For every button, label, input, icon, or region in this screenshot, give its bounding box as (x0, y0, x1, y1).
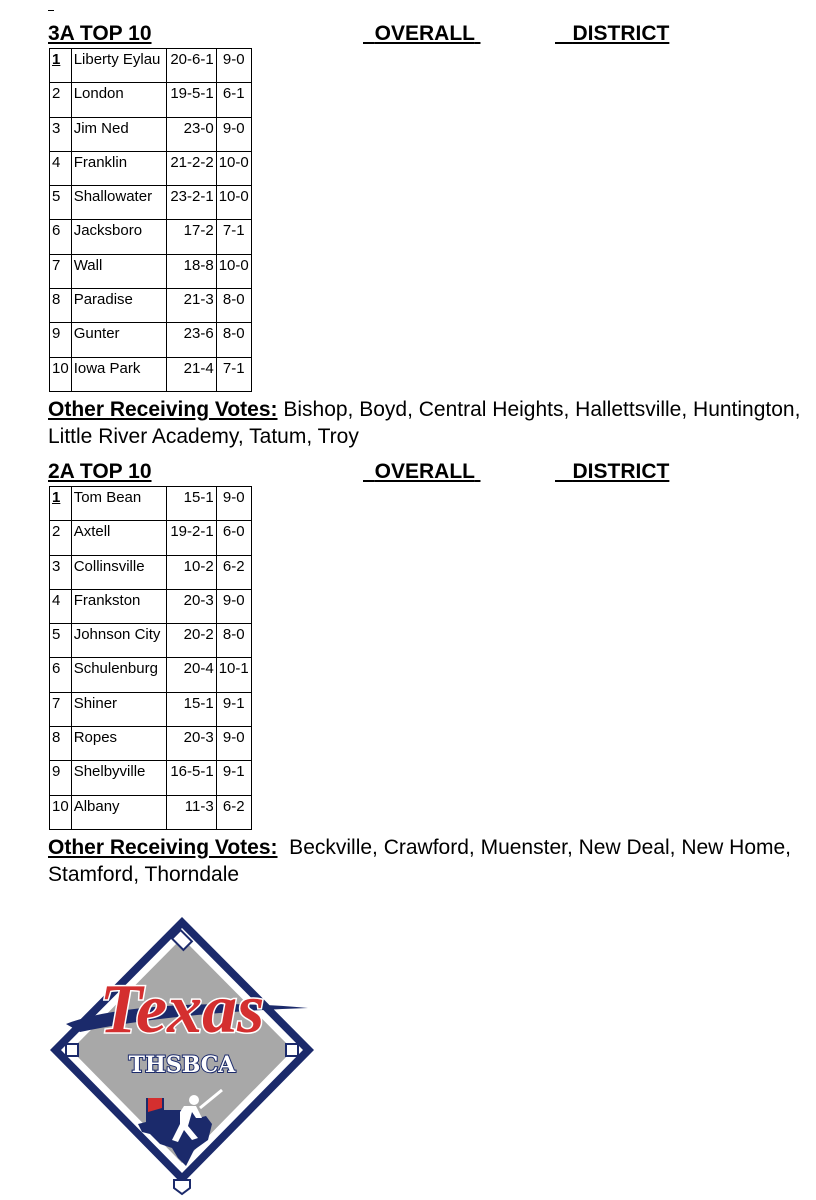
overall-record-cell: 15-1 (166, 692, 216, 726)
rank-cell: 8 (50, 727, 72, 761)
overall-record-cell: 20-4 (166, 658, 216, 692)
section-title: 3A TOP 10 (48, 22, 152, 45)
overall-record-cell: 21-4 (166, 357, 216, 391)
district-record-cell: 8-0 (216, 289, 251, 323)
orv-label: Other Receiving Votes: (48, 835, 278, 859)
other-receiving-votes (48, 396, 808, 450)
rank-cell: 3 (50, 555, 72, 589)
team-cell: Collinsville (71, 555, 166, 589)
district-record-cell: 8-0 (216, 323, 251, 357)
rank-cell: 9 (50, 323, 72, 357)
rank-cell: 4 (50, 589, 72, 623)
table-row (50, 220, 252, 254)
table-row (50, 761, 252, 795)
team-cell: Tom Bean (71, 487, 166, 521)
district-label-text: DISTRICT (572, 22, 670, 45)
logo-subtext: THSBCA (128, 1052, 236, 1078)
orv-teams: Bishop, Boyd, Central Heights, Hallettsville, Huntington, Little River Academy, Tatum, Troy (48, 397, 807, 448)
district-record-cell: 6-2 (216, 795, 251, 829)
overall-record-cell: 23-6 (166, 323, 216, 357)
team-cell: Ropes (71, 727, 166, 761)
home-plate-icon (174, 1180, 190, 1194)
rank-cell: 5 (50, 186, 72, 220)
team-cell: London (71, 83, 166, 117)
rank-cell: 3 (50, 117, 72, 151)
overall-record-cell: 19-2-1 (166, 521, 216, 555)
team-cell: Wall (71, 254, 166, 288)
district-record-cell: 9-0 (216, 487, 251, 521)
team-cell: Shiner (71, 692, 166, 726)
table-row (50, 521, 252, 555)
overall-record-cell: 18-8 (166, 254, 216, 288)
overall-record-cell: 23-0 (166, 117, 216, 151)
rank-cell: 1 (50, 49, 72, 83)
overall-label-text: OVERALL (374, 460, 475, 483)
team-cell: Liberty Eylau (71, 49, 166, 83)
district-record-cell: 9-0 (216, 727, 251, 761)
team-cell: Albany (71, 795, 166, 829)
district-record-cell: 9-0 (216, 49, 251, 83)
thsbca-texas-logo (46, 912, 318, 1197)
overall-label-text: OVERALL (374, 22, 475, 45)
table-row (50, 151, 252, 185)
table-row (50, 795, 252, 829)
table-row (50, 49, 252, 83)
first-base-icon (286, 1044, 298, 1056)
orv-teams: Beckville, Crawford, Muenster, New Deal, New Home, Stamford, Thorndale (48, 835, 797, 886)
rank-cell: 8 (50, 289, 72, 323)
team-cell: Schulenburg (71, 658, 166, 692)
table-row (50, 357, 252, 391)
rank-cell: 7 (50, 692, 72, 726)
rank-cell: 6 (50, 658, 72, 692)
overall-record-cell: 20-3 (166, 589, 216, 623)
overall-record-cell: 19-5-1 (166, 83, 216, 117)
orv-label: Other Receiving Votes: (48, 397, 278, 421)
table-row (50, 117, 252, 151)
table-row (50, 487, 252, 521)
team-cell: Johnson City (71, 624, 166, 658)
district-record-cell: 8-0 (216, 624, 251, 658)
team-cell: Axtell (71, 521, 166, 555)
team-cell: Gunter (71, 323, 166, 357)
overall-record-cell: 10-2 (166, 555, 216, 589)
rank-cell: 10 (50, 795, 72, 829)
table-row (50, 727, 252, 761)
table-row (50, 555, 252, 589)
third-base-icon (66, 1044, 78, 1056)
district-record-cell: 7-1 (216, 357, 251, 391)
top-tick-mark (48, 10, 54, 11)
rank-cell: 2 (50, 83, 72, 117)
overall-record-cell: 20-2 (166, 624, 216, 658)
overall-record-cell: 15-1 (166, 487, 216, 521)
district-column-label (555, 460, 669, 484)
team-cell: Shelbyville (71, 761, 166, 795)
section-3a (48, 22, 807, 450)
table-row (50, 589, 252, 623)
section-heading (48, 460, 788, 486)
table-row (50, 692, 252, 726)
team-cell: Iowa Park (71, 357, 166, 391)
district-record-cell: 10-1 (216, 658, 251, 692)
district-record-cell: 9-1 (216, 761, 251, 795)
overall-record-cell: 11-3 (166, 795, 216, 829)
section-2a (48, 460, 797, 888)
rank-cell: 10 (50, 357, 72, 391)
district-record-cell: 9-0 (216, 117, 251, 151)
district-record-cell: 10-0 (216, 186, 251, 220)
logo-wordmark: Texas (99, 971, 265, 1048)
team-cell: Franklin (71, 151, 166, 185)
overall-record-cell: 16-5-1 (166, 761, 216, 795)
table-row (50, 658, 252, 692)
overall-record-cell: 21-2-2 (166, 151, 216, 185)
section-title: 2A TOP 10 (48, 460, 152, 483)
table-row (50, 254, 252, 288)
table-row (50, 186, 252, 220)
table-row (50, 624, 252, 658)
team-cell: Paradise (71, 289, 166, 323)
overall-record-cell: 21-3 (166, 289, 216, 323)
overall-column-label (363, 22, 480, 46)
table-row (50, 83, 252, 117)
rank-cell: 9 (50, 761, 72, 795)
district-record-cell: 6-2 (216, 555, 251, 589)
district-record-cell: 9-0 (216, 589, 251, 623)
district-column-label (555, 22, 669, 46)
table-row (50, 289, 252, 323)
overall-record-cell: 23-2-1 (166, 186, 216, 220)
overall-record-cell: 20-6-1 (166, 49, 216, 83)
district-label-text: DISTRICT (572, 460, 670, 483)
team-cell: Frankston (71, 589, 166, 623)
district-record-cell: 10-0 (216, 254, 251, 288)
rank-cell: 5 (50, 624, 72, 658)
district-record-cell: 10-0 (216, 151, 251, 185)
rank-cell: 1 (50, 487, 72, 521)
district-record-cell: 7-1 (216, 220, 251, 254)
team-cell: Shallowater (71, 186, 166, 220)
team-cell: Jacksboro (71, 220, 166, 254)
rank-cell: 7 (50, 254, 72, 288)
section-heading (48, 22, 788, 48)
district-record-cell: 9-1 (216, 692, 251, 726)
rank-cell: 4 (50, 151, 72, 185)
overall-record-cell: 17-2 (166, 220, 216, 254)
district-record-cell: 6-1 (216, 83, 251, 117)
other-receiving-votes (48, 834, 808, 888)
rank-cell: 2 (50, 521, 72, 555)
rankings-table (49, 486, 252, 830)
team-cell: Jim Ned (71, 117, 166, 151)
rankings-table (49, 48, 252, 392)
overall-column-label (363, 460, 480, 484)
rank-cell: 6 (50, 220, 72, 254)
overall-record-cell: 20-3 (166, 727, 216, 761)
table-row (50, 323, 252, 357)
district-record-cell: 6-0 (216, 521, 251, 555)
